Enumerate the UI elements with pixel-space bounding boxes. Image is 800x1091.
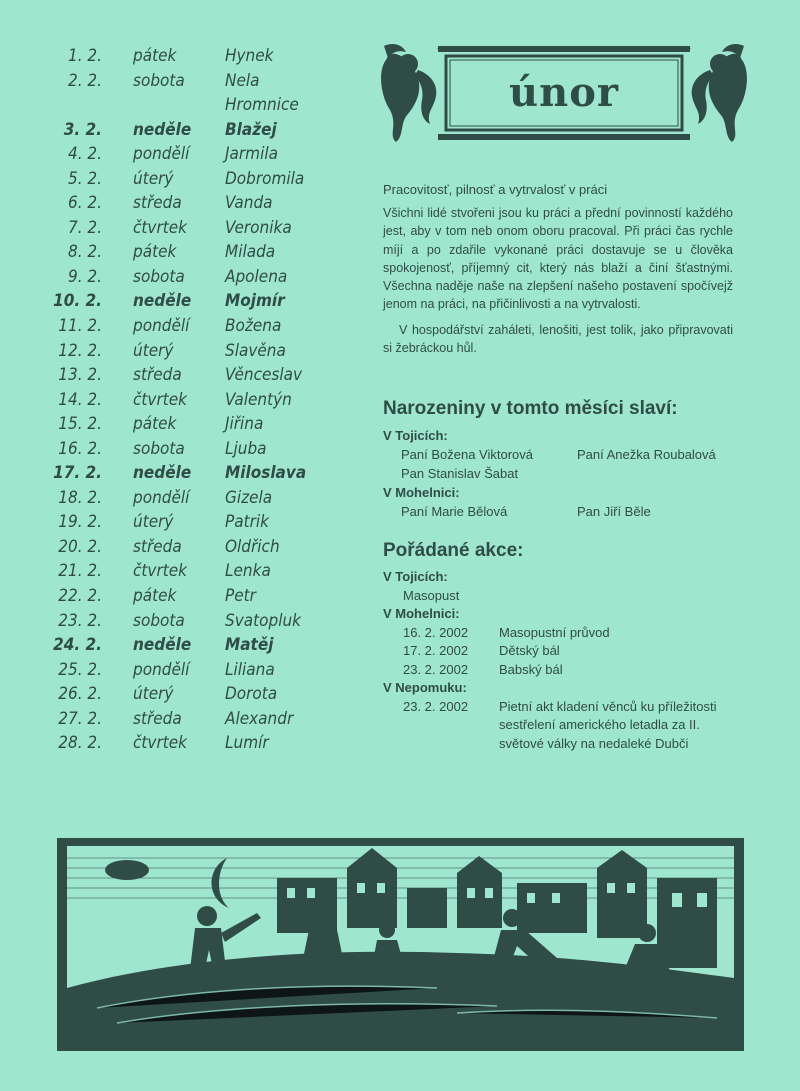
motto-paragraph-2: V hospodářství zaháleti, lenošiti, jest tolik, jako připravovati si žebráckou hůl. [383, 322, 733, 356]
month-header-frame [378, 40, 750, 146]
birthday-row [383, 464, 743, 483]
birthday-row [383, 502, 743, 521]
calendar-weekday: neděle [133, 119, 192, 140]
calendar-row [50, 584, 350, 609]
birthday-person: Paní Anežka Roubalová [577, 447, 716, 462]
calendar-nameday: Liliana [225, 659, 275, 680]
birthdays-section [383, 398, 743, 521]
calendar-date: 23. 2. [58, 610, 102, 631]
calendar-date: 12. 2. [58, 340, 102, 361]
calendar-nameday: Lenka [225, 561, 271, 582]
event-date: 17. 2. 2002 [403, 643, 469, 658]
calendar-weekday: středa [133, 193, 182, 214]
calendar-weekday: pondělí [133, 316, 190, 337]
calendar-weekday: neděle [133, 463, 192, 484]
event-description: Babský bál [499, 661, 563, 677]
calendar-date: 11. 2. [58, 316, 102, 337]
birthday-person: Pan Stanislav Šabat [401, 466, 519, 481]
event-description: Pietní akt kladení věnců ku příležitosti sestřelení amerického letadla za II. světové války na nedaleké Dubči [499, 698, 717, 751]
calendar-row [50, 216, 350, 241]
calendar-row [50, 707, 350, 732]
events-place-nepomuk: V Nepomuku: [383, 680, 467, 695]
calendar-weekday: pátek [133, 414, 177, 435]
motto-paragraph-1: Všichni lidé stvořeni jsou ku práci a přední povinností každého jest, aby v tom neb onom oboru pracoval. Při práci čas rychle míjí a po zdařile vykonané práci dostavuje se u člověka spokojenosť, příjemný cit, který nás blaží a činí šťastnými. Všechna naděje naše na zlepšení našeho postavení spočívejž jenom na práci, na přičinlivosti a na vytrvalosti. [383, 206, 733, 312]
calendar-row [50, 314, 350, 339]
calendar-date: 9. 2. [67, 266, 102, 287]
calendar-nameday: Valentýn [225, 389, 292, 410]
calendar-nameday: Milada [225, 242, 276, 263]
calendar-row [50, 167, 350, 192]
calendar-nameday: Božena [225, 316, 282, 337]
calendar-date: 15. 2. [58, 414, 102, 435]
events-title: Pořádané akce: [383, 540, 524, 561]
calendar-nameday: Hynek [225, 46, 274, 66]
calendar-weekday: čtvrtek [133, 389, 187, 410]
calendar-nameday: Apolena [225, 266, 288, 287]
calendar-weekday: neděle [133, 635, 192, 656]
calendar-weekday: pondělí [133, 659, 190, 680]
calendar-nameday: Alexandr [225, 708, 294, 729]
calendar-row [50, 535, 350, 560]
calendar-date: 28. 2. [58, 733, 102, 754]
calendar-date: 17. 2. [53, 463, 102, 484]
calendar-date: 3. 2. [63, 119, 102, 140]
event-row [383, 624, 743, 643]
event-item: Masopust [403, 587, 460, 603]
calendar-date: 2. 2. [67, 70, 102, 91]
birthday-person: Pan Jiří Běle [577, 504, 651, 519]
event-description: Masopustní průvod [499, 624, 610, 640]
birthdays-place-tojice: V Tojicích: [383, 428, 448, 443]
calendar-date: 14. 2. [58, 389, 102, 410]
calendar-nameday: Hromnice [225, 95, 299, 116]
calendar-nameday: Matěj [225, 635, 274, 656]
calendar-nameday: Jiřina [225, 414, 264, 435]
calendar-nameday: Ljuba [225, 438, 267, 459]
calendar-row [50, 682, 350, 707]
calendar-row [50, 609, 350, 634]
calendar-date: 7. 2. [67, 217, 102, 238]
calendar-date: 26. 2. [58, 684, 102, 705]
left-ornament-figure [381, 44, 436, 142]
calendar-row [50, 510, 350, 535]
calendar-weekday: neděle [133, 291, 192, 312]
calendar-weekday: čtvrtek [133, 217, 187, 238]
calendar-row [50, 486, 350, 511]
event-date: 16. 2. 2002 [403, 624, 469, 640]
calendar-nameday: Mojmír [225, 291, 285, 312]
calendar-date: 4. 2. [67, 144, 102, 165]
calendar-nameday: Jarmila [225, 144, 278, 165]
calendar-weekday: středa [133, 708, 182, 729]
calendar-nameday: Slavěna [225, 340, 286, 361]
calendar-row [50, 339, 350, 364]
calendar-date: 27. 2. [58, 708, 102, 729]
calendar-weekday: sobota [133, 70, 185, 91]
calendar-nameday: Oldřich [225, 536, 280, 557]
calendar-date: 18. 2. [58, 487, 102, 508]
calendar-row [50, 461, 350, 486]
calendar-row [50, 142, 350, 167]
event-date: 23. 2. 2002 [403, 661, 469, 677]
calendar-row [50, 289, 350, 314]
calendar-weekday: úterý [133, 512, 174, 533]
birthday-person: Paní Božena Viktorová [401, 447, 534, 462]
calendar-nameday: Petr [225, 586, 256, 607]
birthday-row [383, 445, 743, 464]
calendar-date: 22. 2. [58, 586, 102, 607]
calendar-row [50, 633, 350, 658]
calendar-row [50, 658, 350, 683]
calendar-row [50, 731, 350, 756]
calendar-nameday: Dorota [225, 684, 278, 705]
calendar-nameday: Patrik [225, 512, 269, 533]
motto-heading: Pracovitosť, pilnosť a vytrvalosť v práci [383, 182, 608, 197]
calendar-nameday: Svatopluk [225, 610, 301, 631]
calendar-row [50, 93, 350, 118]
birthdays-place-mohelnice: V Mohelnici: [383, 485, 460, 500]
calendar-date: 6. 2. [67, 193, 102, 214]
calendar-date: 8. 2. [67, 242, 102, 263]
calendar-weekday: úterý [133, 340, 174, 361]
calendar-row [50, 559, 350, 584]
event-row [383, 698, 743, 754]
calendar-weekday: úterý [133, 684, 174, 705]
woodcut-carnival-illustration [57, 838, 744, 1051]
calendar-nameday: Lumír [225, 733, 269, 754]
calendar-nameday: Gizela [225, 487, 273, 508]
calendar-weekday: pátek [133, 586, 177, 607]
calendar-row [50, 363, 350, 388]
motto-section [383, 182, 733, 357]
calendar-row [50, 44, 350, 69]
calendar-date: 16. 2. [58, 438, 102, 459]
right-ornament-figure [692, 44, 747, 142]
calendar-date: 13. 2. [58, 365, 102, 386]
calendar-date: 21. 2. [58, 561, 102, 582]
event-description: Dětský bál [499, 643, 560, 658]
calendar-date: 10. 2. [53, 291, 102, 312]
calendar-row [50, 412, 350, 437]
calendar-weekday: čtvrtek [133, 561, 187, 582]
calendar-weekday: pondělí [133, 144, 190, 165]
calendar-weekday: sobota [133, 438, 185, 459]
events-place-mohelnice: V Mohelnici: [383, 606, 460, 621]
day-calendar-list [50, 44, 350, 756]
calendar-nameday: Dobromila [225, 168, 305, 189]
calendar-date: 24. 2. [53, 635, 102, 656]
calendar-date: 5. 2. [67, 168, 102, 189]
calendar-weekday: středa [133, 365, 182, 386]
calendar-row [50, 240, 350, 265]
calendar-row [50, 69, 350, 94]
birthdays-title: Narozeniny v tomto měsíci slaví: [383, 398, 678, 419]
calendar-row [50, 437, 350, 462]
calendar-weekday: sobota [133, 610, 185, 631]
events-place-tojice: V Tojicích: [383, 569, 448, 584]
calendar-weekday: pondělí [133, 487, 190, 508]
calendar-row [50, 191, 350, 216]
calendar-nameday: Veronika [225, 217, 292, 238]
calendar-nameday: Miloslava [225, 463, 307, 484]
event-date: 23. 2. 2002 [403, 698, 469, 714]
events-section [383, 540, 743, 753]
calendar-date: 1. 2. [67, 46, 102, 66]
calendar-date: 25. 2. [58, 659, 102, 680]
calendar-weekday: pátek [133, 46, 177, 66]
calendar-row [50, 118, 350, 143]
calendar-weekday: úterý [133, 168, 174, 189]
calendar-nameday: Blažej [225, 119, 277, 140]
event-row [383, 642, 743, 661]
month-title: únor [509, 69, 619, 116]
event-row [383, 661, 743, 680]
calendar-row [50, 265, 350, 290]
calendar-nameday: Nela [225, 70, 260, 91]
calendar-row [50, 388, 350, 413]
calendar-date: 20. 2. [58, 536, 102, 557]
calendar-weekday: sobota [133, 266, 185, 287]
birthday-person: Paní Marie Bělová [401, 504, 508, 519]
calendar-nameday: Věnceslav [225, 365, 303, 386]
calendar-weekday: pátek [133, 242, 177, 263]
calendar-weekday: středa [133, 536, 182, 557]
calendar-date: 19. 2. [58, 512, 102, 533]
calendar-nameday: Vanda [225, 193, 273, 214]
calendar-weekday: čtvrtek [133, 733, 187, 754]
